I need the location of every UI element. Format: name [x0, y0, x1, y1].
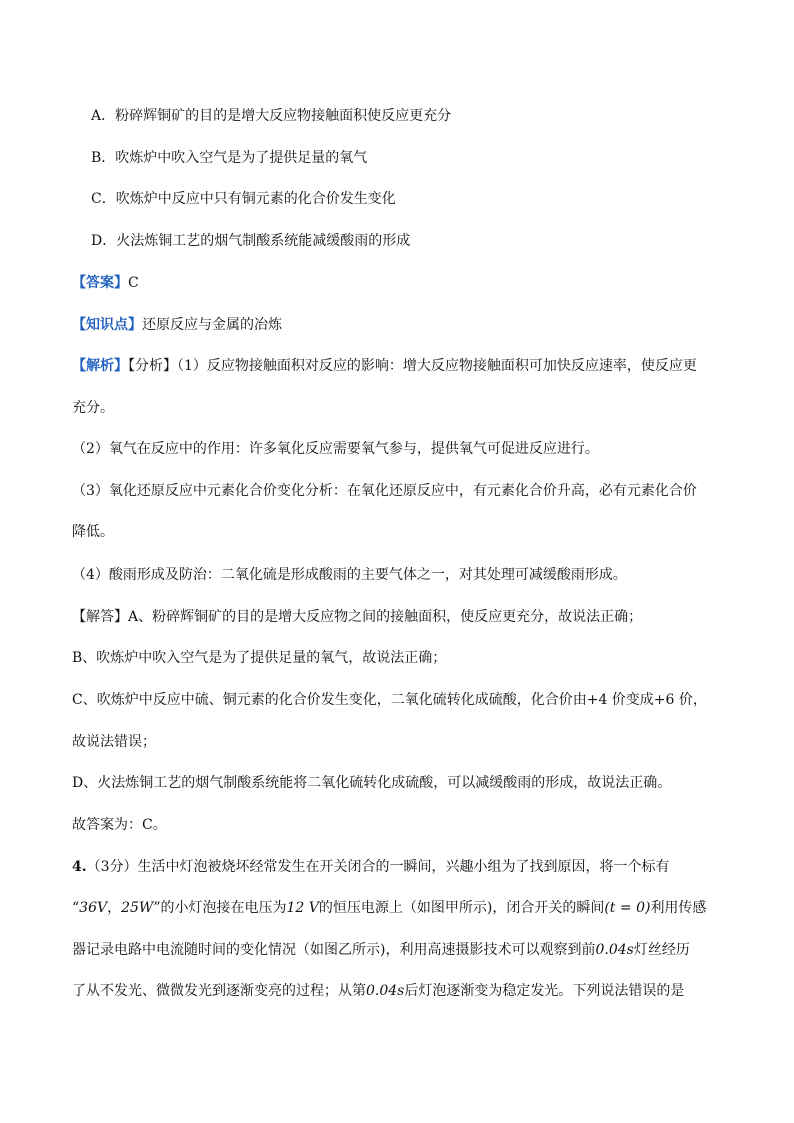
- question4-l4-a: 了从不发光、微微发光到逐渐变亮的过程；从第: [72, 983, 366, 999]
- option-d-text: 火法炼铜工艺的烟气制酸系统能减缓酸雨的形成: [116, 233, 411, 249]
- question4-line-3: [72, 940, 690, 960]
- option-d-letter: D．: [91, 233, 117, 249]
- quote-open: “: [72, 900, 80, 916]
- analysis-p1-a: （1）反应物接触面积对反应的影响：增大反应物接触面积可加快反应速率，使反应更: [177, 358, 697, 374]
- knowledge-label: 【知识点】: [72, 317, 142, 333]
- option-b-letter: B．: [91, 150, 116, 166]
- question4-line-1: [72, 857, 670, 877]
- question4-l2-c: ”的小灯泡接在电压为: [153, 900, 287, 916]
- solution-a: 【解答】A、粉碎辉铜矿的目的是增大反应物之间的接触面积，使反应更充分，故说法正确；: [72, 609, 643, 625]
- question4-line-4: [72, 981, 684, 1001]
- solution-line-final: [72, 815, 167, 835]
- question4-l1: 生活中灯泡被烧坏经常发生在开关闭合的一瞬间，兴趣小组为了找到原因，将一个标有: [137, 859, 670, 875]
- option-a-letter: A．: [91, 108, 116, 124]
- analysis-line-1: [72, 356, 697, 376]
- math-004s-2: 0.04s: [366, 983, 405, 999]
- comma: ，: [107, 900, 122, 916]
- solution-line-d: [72, 773, 671, 793]
- math-36v: 36V: [79, 900, 108, 916]
- question4-l2-e: 利用传感: [650, 900, 707, 916]
- fenxi-label: 【分析】: [128, 358, 177, 374]
- answer-line: [72, 273, 139, 293]
- question4-l3-b: 灯丝经历: [633, 942, 690, 958]
- knowledge-value: 还原反应与金属的冶炼: [142, 317, 282, 333]
- question4-score: （3分）: [86, 859, 138, 875]
- analysis-line-5: [72, 522, 114, 542]
- question4-number: 4.: [72, 859, 87, 875]
- math-004s-1: 0.04s: [595, 942, 634, 958]
- knowledge-line: [72, 315, 282, 335]
- option-a: [91, 106, 451, 126]
- option-b-text: 吹炼炉中吹入空气是为了提供足量的氧气: [115, 150, 368, 166]
- analysis-p1-b: 充分。: [72, 400, 114, 416]
- analysis-label: 【解析】: [72, 358, 128, 374]
- option-b: [91, 148, 367, 168]
- question4-line-2: [72, 898, 706, 918]
- question4-l3-a: 器记录电路中电流随时间的变化情况（如图乙所示)，利用高速摄影技术可以观察到前: [72, 942, 596, 958]
- option-a-text: 粉碎辉铜矿的目的是增大反应物接触面积使反应更充分: [115, 108, 452, 124]
- answer-value: C: [128, 275, 139, 291]
- math-12v: 12 V: [286, 900, 319, 916]
- solution-c1: C、吹炼炉中反应中硫、铜元素的化合价发生变化，二氧化硫转化成硫酸，化合价由+4 价变成+6 价，: [72, 692, 707, 708]
- solution-c2: 故说法错误；: [72, 734, 156, 750]
- option-c-letter: C．: [91, 191, 116, 207]
- math-25w: 25W: [121, 900, 154, 916]
- solution-line-c1: [72, 690, 707, 710]
- analysis-p3-b: 降低。: [72, 524, 114, 540]
- solution-line-a: [72, 607, 642, 627]
- analysis-p4: （4）酸雨形成及防治：二氧化硫是形成酸雨的主要气体之一，对其处理可减缓酸雨形成。: [72, 567, 627, 583]
- solution-b: B、吹炼炉中吹入空气是为了提供足量的氧气，故说法正确；: [72, 650, 447, 666]
- solution-line-b: [72, 648, 446, 668]
- analysis-p2: （2）氧气在反应中的作用：许多氧化反应需要氧气参与，提供氧气可促进反应进行。: [72, 441, 599, 457]
- analysis-line-2: [72, 398, 114, 418]
- question4-l4-b: 后灯泡逐渐变为稳定发光。下列说法错误的是: [404, 983, 685, 999]
- option-c-text: 吹炼炉中反应中只有铜元素的化合价发生变化: [115, 191, 396, 207]
- analysis-line-6: [72, 565, 627, 585]
- question4-l2-d: 的恒压电源上（如图甲所示)，闭合开关的瞬间: [318, 900, 605, 916]
- solution-final: 故答案为：C。: [72, 817, 167, 833]
- answer-label: 【答案】: [72, 275, 128, 291]
- option-d: [91, 231, 410, 251]
- analysis-line-4: [72, 481, 697, 501]
- option-c: [91, 189, 396, 209]
- math-t-zero: (t = 0): [604, 900, 651, 916]
- analysis-p3-a: （3）氧化还原反应中元素化合价变化分析：在氧化还原反应中，有元素化合价升高，必有元素化合价: [72, 483, 697, 499]
- solution-d: D、火法炼铜工艺的烟气制酸系统能将二氧化硫转化成硫酸，可以减缓酸雨的形成，故说法正确。: [72, 775, 672, 791]
- analysis-line-3: [72, 439, 599, 459]
- solution-line-c2: [72, 732, 156, 752]
